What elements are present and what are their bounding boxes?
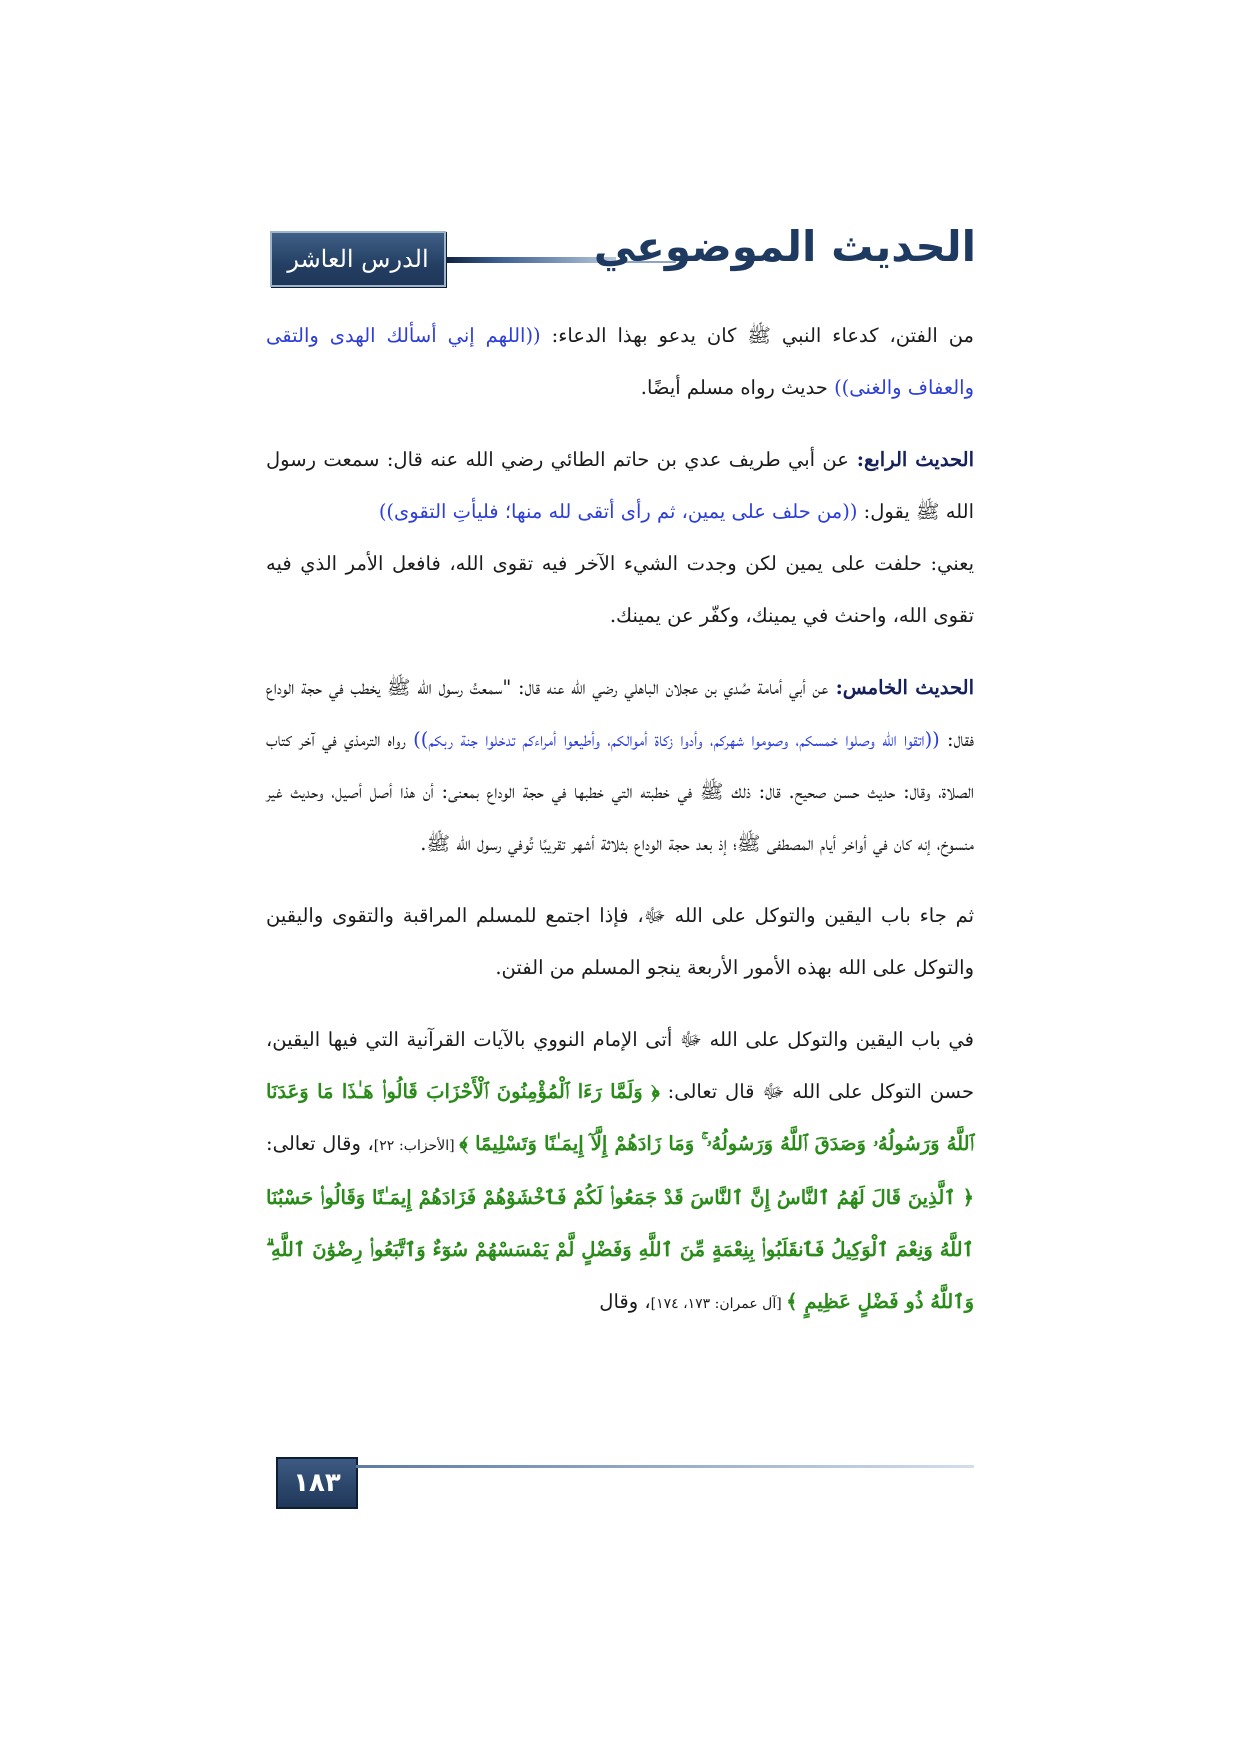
text: عن أبي أمامة صُدي بن عجلان الباهلي رضي الله عنه قال: "سمعتُ رسول الله ﷺ يخطب في حجة الوداع فقال: xyxy=(266,676,975,751)
hadith-quote: ((من حلف على يمين، ثم رأى أتقى لله منها؛ فليأتِ التقوى)) xyxy=(378,500,858,523)
paragraph-5 xyxy=(266,890,974,994)
text: حديث رواه مسلم أيضًا. xyxy=(640,376,835,399)
paragraph-hadith-4 xyxy=(266,434,974,642)
paragraph-6 xyxy=(266,1014,974,1330)
verse-reference: [الأحزاب: ٢٢] xyxy=(373,1138,460,1154)
paragraph-hadith-5 xyxy=(266,662,974,870)
header-divider xyxy=(446,257,616,263)
footer-divider xyxy=(356,1465,974,1468)
book-title: الحديث الموضوعي xyxy=(593,222,976,271)
verse-reference: [آل عمران: ١٧٣، ١٧٤] xyxy=(650,1296,787,1312)
lesson-badge: الدرس العاشر xyxy=(270,231,446,287)
paragraph-1 xyxy=(266,310,974,414)
page-footer xyxy=(276,1457,974,1509)
text: في باب اليقين والتوكل على الله ﷻ أتى الإمام النووي بالآيات القرآنية التي فيها اليقين، حسن التوكل على الله ﷻ قال تعالى: xyxy=(266,1028,974,1103)
text: ثم جاء باب اليقين والتوكل على الله ﷻ، فإذا اجتمع للمسلم المراقبة والتقوى واليقين والتوكل على الله بهذه الأمور الأربعة ينجو المسلم من الفتن. xyxy=(266,904,974,979)
text: رواه الترمذي في آخر كتاب الصلاة، وقال: حديث حسن صحيح. قال: ذلك ﷺ في خطبته التي خطبها في حجة الوداع بمعنى: أن هذا أصل أصيل، وحديث غير منسوخ، إنه كان في أواخر أيام المصطفى ﷺ؛ إذ بعد حجة الوداع بثلاثة أشهر تقريبًا تُوفي رسول الله ﷺ. xyxy=(266,728,974,855)
hadith-quote: ((اللهم إني أسألك الهدى والتقى والعفاف والغنى)) xyxy=(266,324,974,399)
text: من الفتن، كدعاء النبي ﷺ كان يدعو بهذا الدعاء: xyxy=(540,324,975,347)
text: يعني: حلفت على يمين لكن وجدت الشيء الآخر فيه تقوى الله، فافعل الأمر الذي فيه تقوى الله، واحنث في يمينك، وكفّر عن يمينك. xyxy=(266,552,974,627)
page-header xyxy=(270,222,976,292)
quran-verse: ﴿ ٱلَّذِينَ قَالَ لَهُمُ ٱلنَّاسُ إِنَّ ٱلنَّاسَ قَدْ جَمَعُوا۟ لَكُمْ فَٱخْشَوْهُمْ فَزَادَهُمْ إِيمَـٰنًا وَقَالُوا۟ حَسْبُنَا ٱللَّهُ وَنِعْمَ ٱلْوَكِيلُ فَٱنقَلَبُوا۟ بِنِعْمَةٍ مِّنَ ٱللَّهِ وَفَضْلٍ لَّمْ يَمْسَسْهُمْ سُوٓءٌ وَٱتَّبَعُوا۟ رِضْوَٰنَ ٱللَّهِ ۗ وَٱللَّهُ ذُو فَضْلٍ عَظِيمٍ ﴾ xyxy=(266,1186,974,1313)
page-body xyxy=(266,310,974,1350)
page-number: ١٨٣ xyxy=(276,1457,358,1509)
text: ، وقال xyxy=(599,1290,651,1313)
text: عن أبي طريف عدي بن حاتم الطائي رضي الله عنه قال: سمعت رسول الله ﷺ يقول: xyxy=(266,448,974,523)
section-heading: الحديث الخامس: xyxy=(828,676,974,699)
quran-verse: ﴿ وَلَمَّا رَءَا ٱلْمُؤْمِنُونَ ٱلْأَحْزَابَ قَالُوا۟ هَـٰذَا مَا وَعَدَنَا ٱللَّهُ وَرَسُولُهُۥ وَصَدَقَ ٱللَّهُ وَرَسُولُهُۥ ۚ وَمَا زَادَهُمْ إِلَّآ إِيمَـٰنًا وَتَسْلِيمًا ﴾ xyxy=(266,1080,974,1155)
section-heading: الحديث الرابع: xyxy=(848,448,974,471)
hadith-quote: ((اتقوا الله وصلوا خمسكم، وصوموا شهركم، وأدوا زكاة أموالكم، وأطيعوا أمراءكم تدخلوا جنة ربكم)) xyxy=(413,728,940,751)
text: ، وقال تعالى: xyxy=(266,1132,374,1155)
